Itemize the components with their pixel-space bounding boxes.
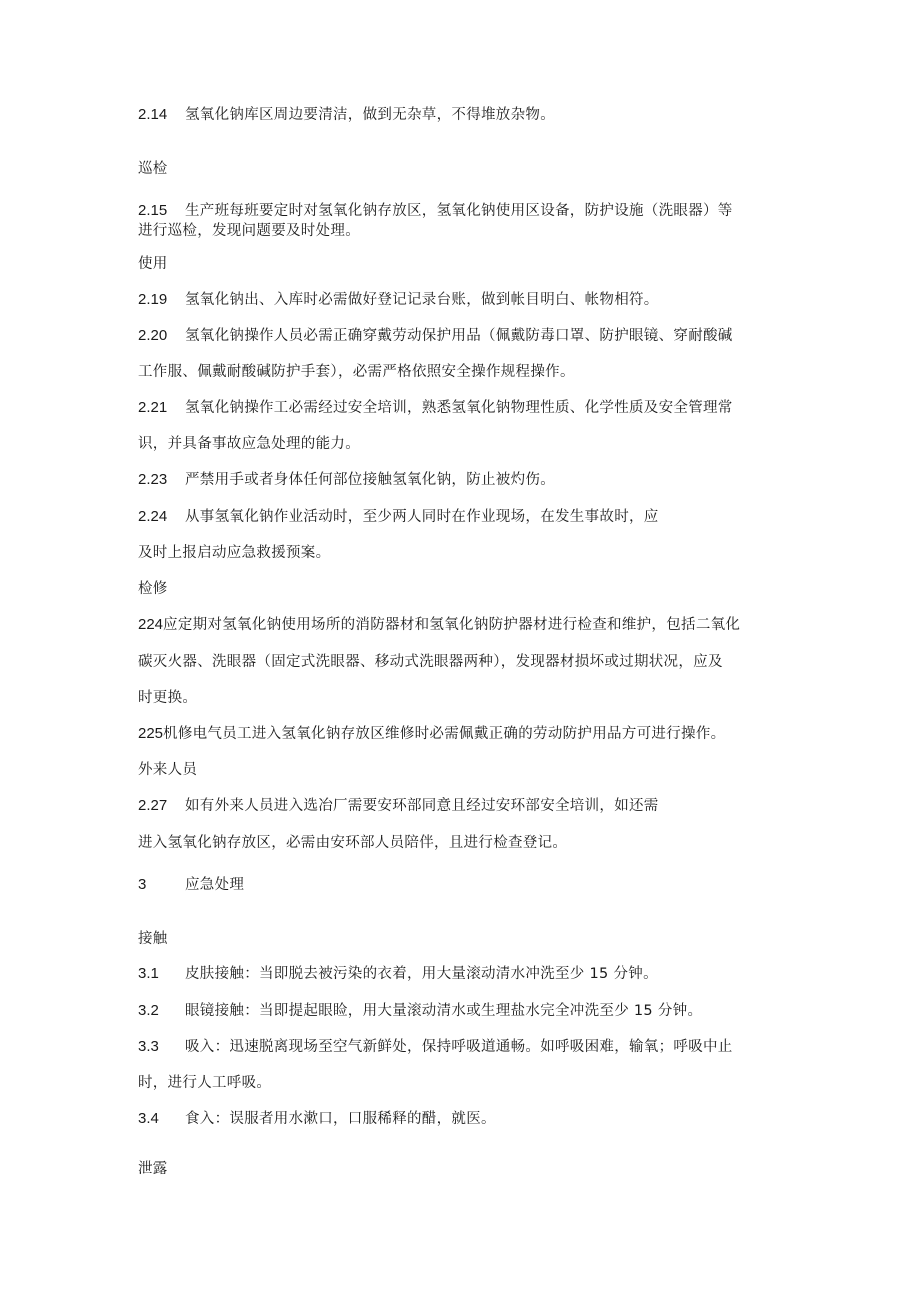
clause-text-continued: 进入氢氧化钠存放区，必需由安环部人员陪伴，且进行检查登记。	[138, 835, 568, 851]
clause-2-19	[138, 290, 659, 310]
clause-text-continued: 进行巡检，发现问题要及时处理。	[138, 223, 360, 239]
clause-number: 2.15	[138, 202, 168, 219]
clause-number: 2.19	[138, 291, 168, 308]
clause-2-21	[138, 398, 733, 418]
clause-number: 2.20	[138, 327, 168, 344]
clause-3-1	[138, 964, 658, 984]
clause-2-24	[138, 507, 659, 527]
section-heading: 接触	[138, 931, 168, 947]
clause-text: 机修电气员工进入氢氧化钠存放区维修时必需佩戴正确的劳动防护用品方可进行操作。	[163, 726, 726, 742]
clause-number: 2.27	[138, 797, 168, 814]
clause-2-14	[138, 105, 555, 125]
clause-text: 皮肤接触：当即脱去被污染的衣着，用大量滚动清水冲洗至少 15 分钟。	[185, 966, 658, 982]
clause-text: 吸入：迅速脱离现场至空气新鲜处，保持呼吸道通畅。如呼吸困难，输氧；呼吸中止	[185, 1039, 733, 1055]
chapter-3-emergency	[138, 875, 244, 895]
clause-225	[138, 724, 725, 744]
clause-2-27-cont	[138, 833, 567, 853]
clause-2-27	[138, 796, 659, 816]
clause-224-cont-1	[138, 652, 723, 672]
section-heading-visitors	[138, 760, 197, 780]
clause-text: 氢氧化钠操作人员必需正确穿戴劳动保护用品（佩戴防毒口罩、防护眼镜、穿耐酸碱	[185, 328, 733, 344]
section-heading-inspection	[138, 159, 168, 179]
clause-text: 氢氧化钠操作工必需经过安全培训，熟悉氢氧化钠物理性质、化学性质及安全管理常	[185, 400, 733, 416]
clause-text: 氢氧化钠库区周边要清洁，做到无杂草，不得堆放杂物。	[185, 107, 555, 123]
clause-text: 生产班每班要定时对氢氧化钠存放区，氢氧化钠使用区设备，防护设施（洗眼器）等	[185, 203, 733, 219]
clause-text-continued: 识，并具备事故应急处理的能力。	[138, 436, 360, 452]
clause-text-continued: 碳灭火器、洗眼器（固定式洗眼器、移动式洗眼器两种），发现器材损坏或过期状况，应及	[138, 654, 723, 670]
clause-2-21-cont	[138, 434, 360, 454]
clause-number: 2.14	[138, 106, 168, 123]
clause-number: 2.23	[138, 471, 168, 488]
clause-number: 3.4	[138, 1110, 159, 1127]
clause-224-cont-2	[138, 688, 197, 708]
clause-text: 如有外来人员进入选冶厂需要安环部同意且经过安环部安全培训，如还需	[185, 798, 659, 814]
clause-2-24-cont	[138, 543, 330, 563]
clause-3-3-cont	[138, 1073, 271, 1093]
section-heading: 巡检	[138, 161, 168, 177]
clause-text: 氢氧化钠出、入库时必需做好登记记录台账，做到帐目明白、帐物相符。	[185, 292, 659, 308]
section-heading: 外来人员	[138, 762, 198, 778]
clause-3-2	[138, 1001, 702, 1021]
clause-2-20-cont	[138, 362, 575, 382]
clause-number: 2.21	[138, 399, 168, 416]
clause-text-continued: 工作服、佩戴耐酸碱防护手套），必需严格依照安全操作规程操作。	[138, 364, 575, 380]
clause-text-continued: 时更换。	[138, 690, 198, 706]
clause-3-4	[138, 1109, 496, 1129]
clause-text-continued: 及时上报启动应急救援预案。	[138, 545, 331, 561]
clause-2-15	[138, 201, 733, 221]
section-heading: 泄露	[138, 1161, 168, 1177]
clause-3-3	[138, 1037, 733, 1057]
clause-2-20	[138, 326, 733, 346]
clause-number: 2.24	[138, 508, 168, 525]
clause-text: 眼镜接触：当即提起眼睑，用大量滚动清水或生理盐水完全冲洗至少 15 分钟。	[185, 1003, 703, 1019]
clause-number: 3.1	[138, 965, 159, 982]
clause-224	[138, 615, 740, 635]
section-heading-use	[138, 254, 168, 274]
clause-text-continued: 时，进行人工呼吸。	[138, 1075, 272, 1091]
clause-number: 3.2	[138, 1002, 159, 1019]
clause-text: 从事氢氧化钠作业活动时，至少两人同时在作业现场，在发生事故时，应	[185, 509, 659, 525]
clause-number: 225	[138, 725, 164, 742]
clause-2-15-cont	[138, 221, 360, 241]
clause-text: 应定期对氢氧化钠使用场所的消防器材和氢氧化钠防护器材进行检查和维护，包括二氧化	[163, 617, 741, 633]
clause-number: 224	[138, 616, 164, 633]
section-heading: 检修	[138, 581, 168, 597]
section-heading: 使用	[138, 256, 168, 272]
clause-text: 食入：误服者用水漱口，口服稀释的醋，就医。	[185, 1111, 496, 1127]
clause-text: 严禁用手或者身体任何部位接触氢氧化钠，防止被灼伤。	[185, 472, 555, 488]
chapter-title: 应急处理	[185, 877, 245, 893]
section-heading-maintenance	[138, 579, 168, 599]
section-heading-leakage	[138, 1159, 168, 1179]
clause-2-23	[138, 470, 555, 490]
section-heading-contact	[138, 929, 168, 949]
chapter-number: 3	[138, 876, 147, 893]
clause-number: 3.3	[138, 1038, 159, 1055]
